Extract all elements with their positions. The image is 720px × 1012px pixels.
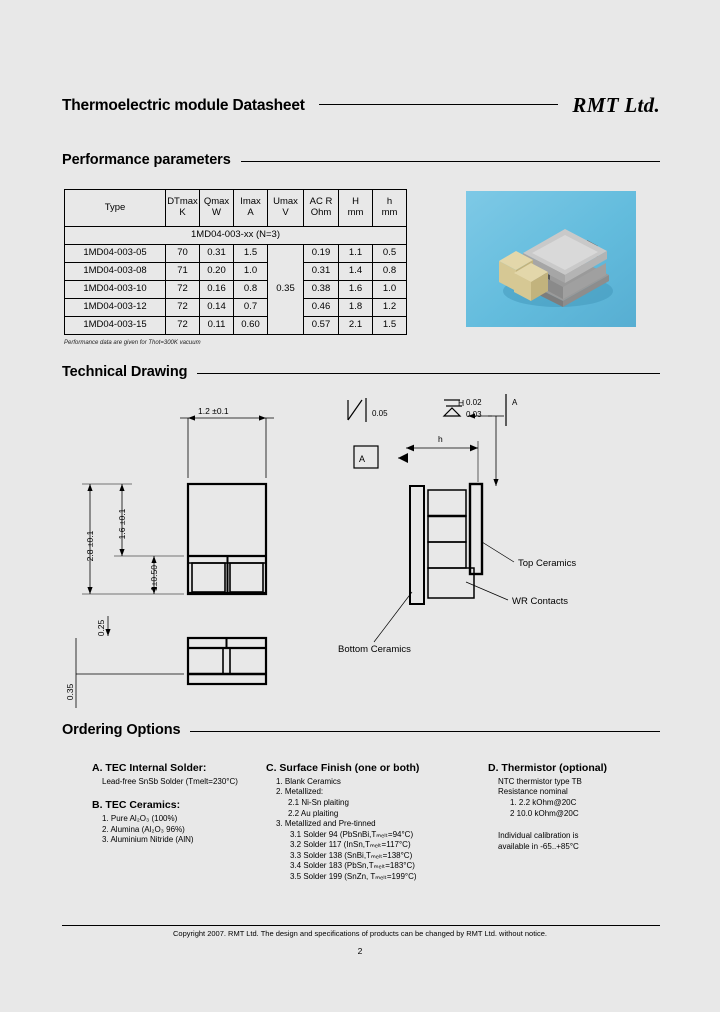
cell-imax: 1.5 xyxy=(234,245,268,263)
cell-type: 1MD04-003-08 xyxy=(65,263,166,281)
dim-label-inner-height: 1.6 ±0.1 xyxy=(117,508,127,540)
ordering-body-b xyxy=(92,814,272,846)
col-header-acr xyxy=(304,190,339,227)
ordering-item: Lead-free SnSb Solder (Tmelt=230°C) xyxy=(102,776,238,786)
cell-type: 1MD04-003-12 xyxy=(65,299,166,317)
table-row xyxy=(65,299,407,317)
col-header-imax-unit: A xyxy=(247,207,254,218)
ordering-item: 3. Aluminium Nitride (AlN) xyxy=(102,835,194,845)
tolerance-datum-ref: A xyxy=(512,398,518,407)
ordering-item: Individual calibration is xyxy=(498,831,579,841)
ordering-item: 1. Blank Ceramics xyxy=(276,776,341,786)
ordering-item: available in -65..+85°C xyxy=(498,841,579,851)
cell-qmax: 0.11 xyxy=(200,317,234,335)
page-number: 2 xyxy=(357,946,363,956)
cell-imax: 1.0 xyxy=(234,263,268,281)
ordering-item: 3.2 Solder 117 (InSn,Tₘₑₗₜ=117°C) xyxy=(290,840,411,850)
ordering-body-a xyxy=(92,777,272,788)
col-header-umax-unit: V xyxy=(282,207,289,218)
table-group-label: 1MD04-003-xx (N=3) xyxy=(65,227,407,245)
col-header-dtmax xyxy=(166,190,200,227)
ordering-item: 2 10.0 kOhm@20C xyxy=(510,808,579,818)
col-header-dtmax-name: DTmax xyxy=(167,196,198,208)
company-logo-text: RMT Ltd. xyxy=(572,93,660,117)
ordering-item: 3.4 Solder 183 (PbSn,Tₘₑₗₜ=183°C) xyxy=(290,861,415,871)
table-header-row xyxy=(65,190,407,227)
cell-type: 1MD04-003-15 xyxy=(65,317,166,335)
col-header-qmax-name: Qmax xyxy=(203,196,230,208)
ordering-heading-a: A. TEC Internal Solder: xyxy=(92,762,207,774)
ordering-item: 1. Pure Al₂O₃ (100%) xyxy=(102,814,178,824)
ordering-body-d xyxy=(488,777,668,852)
cell-acr: 0.46 xyxy=(304,299,339,317)
col-header-imax xyxy=(234,190,268,227)
cell-acr: 0.19 xyxy=(304,245,339,263)
cell-imax: 0.8 xyxy=(234,281,268,299)
ordering-item: 3.5 Solder 199 (SnZn, Tₘₑₗₜ=199°C) xyxy=(290,871,417,881)
cell-acr: 0.31 xyxy=(304,263,339,281)
table-row xyxy=(65,245,407,263)
cell-dtmax: 70 xyxy=(166,245,200,263)
col-header-H-name: H xyxy=(352,196,359,208)
section-heading-drawing xyxy=(62,364,660,380)
product-render xyxy=(466,191,636,327)
ordering-heading-b: B. TEC Ceramics: xyxy=(92,799,181,812)
cell-h: 1.0 xyxy=(373,281,407,299)
ordering-item: Resistance nominal xyxy=(498,787,568,797)
cell-dtmax: 71 xyxy=(166,263,200,281)
cell-h: 0.5 xyxy=(373,245,407,263)
cell-dtmax: 72 xyxy=(166,281,200,299)
section-divider xyxy=(190,731,660,732)
tolerance-perpendicularity: 0.05 xyxy=(372,409,388,418)
ordering-item: 3.3 Solder 138 (SnBi,Tₘₑₗₜ=138°C) xyxy=(290,850,413,860)
ordering-item: 2. Alumina (Al₂O₃ 96%) xyxy=(102,824,185,834)
ordering-column-d xyxy=(488,762,668,852)
cell-qmax: 0.14 xyxy=(200,299,234,317)
ordering-heading-c: C. Surface Finish (one or both) xyxy=(266,762,420,774)
section-divider xyxy=(197,373,660,374)
ordering-item: 3. Metallized and Pre-tinned xyxy=(276,819,376,829)
col-header-umax-name: Umax xyxy=(273,196,298,208)
col-header-type xyxy=(65,190,166,227)
ordering-body-c xyxy=(266,777,476,882)
dim-label-bottom: 0.25 xyxy=(96,619,106,637)
callout-bottom-ceramics: Bottom Ceramics xyxy=(338,644,411,655)
table-row xyxy=(65,281,407,299)
section-heading-ordering xyxy=(62,722,660,738)
col-header-h-unit: mm xyxy=(381,207,398,218)
tolerance-parallelism: 0.02 xyxy=(466,398,482,407)
callout-wr-contacts: WR Contacts xyxy=(512,596,568,607)
col-header-h xyxy=(373,190,407,227)
dim-label-H: H xyxy=(458,398,465,408)
cell-imax: 0.60 xyxy=(234,317,268,335)
drawing-canvas xyxy=(62,386,662,716)
spacer xyxy=(488,819,668,831)
col-header-acr-name: AC R xyxy=(309,196,333,208)
cell-acr: 0.57 xyxy=(304,317,339,335)
performance-table xyxy=(64,189,407,335)
col-header-acr-unit: Ohm xyxy=(310,207,332,218)
col-header-type-label: Type xyxy=(104,201,126,213)
section-title-performance: Performance parameters xyxy=(62,152,231,168)
cell-dtmax: 72 xyxy=(166,299,200,317)
document-header xyxy=(62,93,660,118)
cell-h: 1.5 xyxy=(373,317,407,335)
product-photo xyxy=(466,191,636,327)
table-group-row xyxy=(65,227,407,245)
section-divider xyxy=(241,161,660,162)
cell-imax: 0.7 xyxy=(234,299,268,317)
ordering-item: 3.1 Solder 94 (PbSnBi,Tₘₑₗₜ=94°C) xyxy=(290,829,414,839)
ordering-item: 1. 2.2 kOhm@20C xyxy=(510,797,577,807)
cell-H: 1.4 xyxy=(339,263,373,281)
cell-H: 1.1 xyxy=(339,245,373,263)
footer-copyright: Copyright 2007. RMT Ltd. The design and specifications of products can be changed by RMT Ltd. without notice. xyxy=(173,929,547,938)
cell-H: 1.6 xyxy=(339,281,373,299)
section-title-drawing: Technical Drawing xyxy=(62,364,188,380)
cell-qmax: 0.31 xyxy=(200,245,234,263)
ordering-item: 2.1 Ni-Sn plaiting xyxy=(288,797,349,807)
dim-label-top-width: 1.2 ±0.1 xyxy=(198,406,229,416)
dim-label-pitch: 1±0.50 xyxy=(149,565,159,591)
dim-label-total-height: 2.8 ±0.1 xyxy=(85,530,95,562)
datum-label-A: A xyxy=(358,454,366,464)
cell-H: 1.8 xyxy=(339,299,373,317)
ordering-item: 2. Metallized: xyxy=(276,787,324,797)
page-title: Thermoelectric module Datasheet xyxy=(62,96,305,114)
performance-table-wrapper xyxy=(64,189,407,335)
col-header-qmax xyxy=(200,190,234,227)
col-header-dtmax-unit: K xyxy=(179,207,186,218)
col-header-H xyxy=(339,190,373,227)
col-header-h-name: h xyxy=(386,196,393,208)
dim-label-h: h xyxy=(438,434,443,444)
ordering-item: NTC thermistor type TB xyxy=(498,776,582,786)
header-divider xyxy=(319,104,559,105)
cell-H: 2.1 xyxy=(339,317,373,335)
technical-drawing xyxy=(62,386,662,716)
cell-qmax: 0.20 xyxy=(200,263,234,281)
table-row xyxy=(65,317,407,335)
cell-qmax: 0.16 xyxy=(200,281,234,299)
col-header-H-unit: mm xyxy=(347,207,364,218)
tolerance-flatness: 0.03 xyxy=(466,410,482,419)
cell-dtmax: 72 xyxy=(166,317,200,335)
table-footnote: Performance data are given for Thot=300K vacuum xyxy=(64,340,201,346)
section-heading-performance xyxy=(62,152,660,168)
footer-divider xyxy=(62,925,660,926)
cell-type: 1MD04-003-10 xyxy=(65,281,166,299)
ordering-column-ab xyxy=(92,762,272,846)
spacer xyxy=(92,787,272,799)
dim-label-bottom2: 0.35 xyxy=(65,683,75,701)
col-header-umax xyxy=(268,190,304,227)
cell-acr: 0.38 xyxy=(304,281,339,299)
cell-umax-merged: 0.35 xyxy=(268,245,304,335)
ordering-heading-d: D. Thermistor (optional) xyxy=(488,762,607,774)
table-row xyxy=(65,263,407,281)
ordering-column-c xyxy=(266,762,476,882)
cell-h: 1.2 xyxy=(373,299,407,317)
cell-type: 1MD04-003-05 xyxy=(65,245,166,263)
callout-top-ceramics: Top Ceramics xyxy=(518,558,577,569)
col-header-imax-name: Imax xyxy=(240,196,261,208)
section-title-ordering: Ordering Options xyxy=(62,722,181,738)
ordering-item: 2.2 Au plaiting xyxy=(288,808,339,818)
cell-h: 0.8 xyxy=(373,263,407,281)
col-header-qmax-unit: W xyxy=(212,207,221,218)
